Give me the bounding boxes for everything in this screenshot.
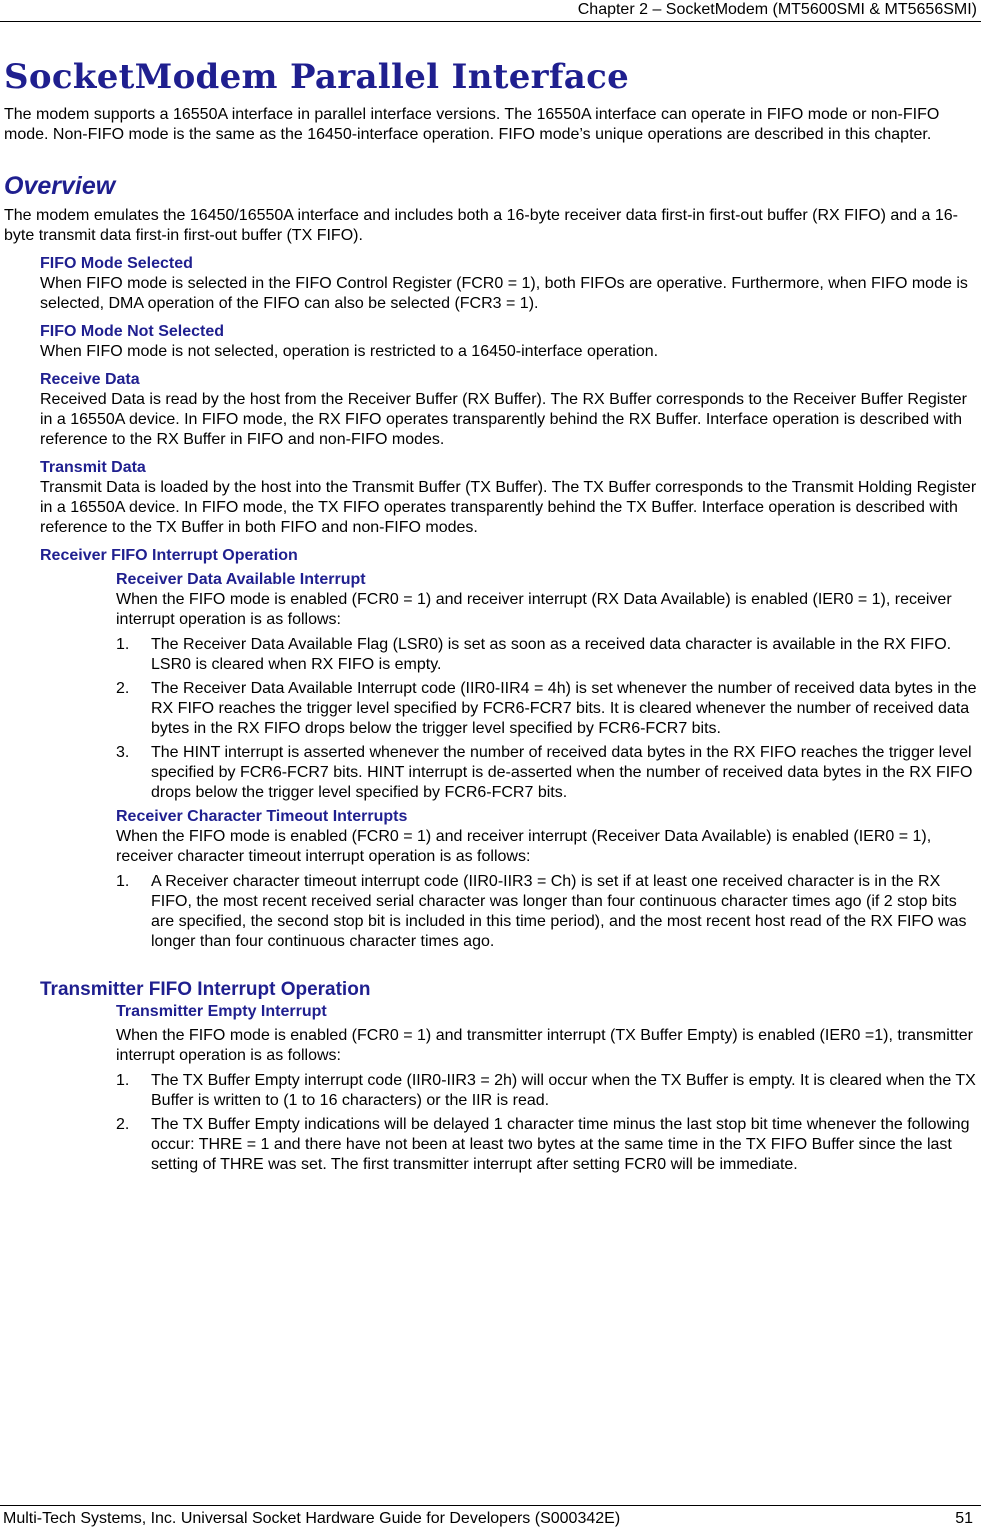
section-heading: Transmit Data	[40, 459, 146, 476]
section-heading: FIFO Mode Not Selected	[40, 323, 225, 340]
transmitter-empty-text: When the FIFO mode is enabled (FCR0 = 1) and transmitter interrupt (TX Buffer Empty) is enabled (IER0 =1), transmitter interrupt operation is as follows:	[116, 1027, 973, 1064]
list-item: 1. A Receiver character timeout interrupt code (IIR0-IIR3 = Ch) is set if at least one received character is in the RX FIFO, the most recent received serial character was longer than four continuous character times ago (if 2 stop bits are specified, the second stop bit is included in this time period), and the most recent host read of the RX FIFO was longer than four continuous character times ago.	[116, 873, 967, 950]
overview-paragraph: The modem emulates the 16450/16550A interface and includes both a 16-byte receiver data first-in first-out buffer (RX FIFO) and a 16-byte transmit data first-in first-out buffer (TX FIFO).	[4, 207, 958, 244]
transmitter-fifo-section	[40, 978, 978, 1002]
receiver-data-available-list	[116, 635, 978, 803]
overview-heading: Overview	[4, 172, 116, 200]
section-transmit-data	[40, 458, 978, 538]
receiver-timeout-heading: Receiver Character Timeout Interrupts	[116, 808, 408, 825]
transmitter-empty-heading: Transmitter Empty Interrupt	[116, 1003, 327, 1020]
section-heading: FIFO Mode Selected	[40, 255, 193, 272]
section-text: Received Data is read by the host from the Receiver Buffer (RX Buffer). The RX Buffer corresponds to the Receiver Buffer Register in a 16550A device. In FIFO mode, the RX FIFO operates transparently behind the RX Buffer. Interface operation is described with reference to the RX Buffer in FIFO and non-FIFO modes.	[40, 391, 967, 448]
intro-paragraph: The modem supports a 16550A interface in parallel interface versions. The 16550A interface can operate in FIFO mode or non-FIFO mode. Non-FIFO mode is the same as the 16450-interface operation. FIFO mode’s unique operations are described in this chapter.	[4, 106, 940, 143]
section-text: Transmit Data is loaded by the host into the Transmit Buffer (TX Buffer). The TX Buffer corresponds to the Transmit Holding Register in a 16550A device. In FIFO mode, the TX FIFO operates transparently behind the TX Buffer. Interface operation is described with reference to the TX Buffer in both FIFO and non-FIFO modes.	[40, 479, 977, 536]
section-fifo-mode-selected	[40, 254, 978, 314]
overview-subsections	[40, 254, 978, 566]
chapter-title: Chapter 2 – SocketModem (MT5600SMI & MT5656SMI)	[577, 1, 977, 18]
receiver-timeout-list	[116, 872, 978, 952]
page-title: SocketModem Parallel Interface	[4, 57, 630, 97]
receiver-timeout	[116, 807, 978, 952]
section-fifo-mode-not-selected	[40, 322, 978, 362]
receiver-fifo-heading: Receiver FIFO Interrupt Operation	[40, 547, 298, 564]
list-item: 3. The HINT interrupt is asserted whenever the number of received data bytes in the RX FIFO reaches the trigger level specified by FCR6-FCR7 bits. HINT interrupt is de-asserted when the number of received data bytes in the RX FIFO drops below the trigger level specified by FCR6-FCR7 bits.	[116, 744, 973, 801]
list-item: 2. The Receiver Data Available Interrupt code (IIR0-IIR4 = 4h) is set whenever the number of received data bytes in the RX FIFO reaches the trigger level specified by FCR6-FCR7 bits. It is cleared whenever the number of received data bytes in the RX FIFO drops below the trigger level specified by FCR6-FCR7 bits.	[116, 680, 977, 737]
section-text: When FIFO mode is selected in the FIFO Control Register (FCR0 = 1), both FIFOs are operative. Furthermore, when FIFO mode is selected, DMA operation of the FIFO can also be selected (FCR3 = 1).	[40, 275, 968, 312]
receiver-timeout-text: When the FIFO mode is enabled (FCR0 = 1) and receiver interrupt (Receiver Data Available) is enabled (IER0 = 1), receiver character timeout interrupt operation is as follows:	[116, 828, 932, 865]
transmitter-fifo-subsections	[116, 1002, 978, 1175]
page-header	[0, 0, 981, 22]
list-item: 1. The Receiver Data Available Flag (LSR0) is set as soon as a received data character is available in the RX FIFO. LSR0 is cleared when RX FIFO is empty.	[116, 636, 952, 673]
receiver-data-available-heading: Receiver Data Available Interrupt	[116, 571, 366, 588]
receiver-data-available	[116, 570, 978, 803]
transmitter-empty-list	[116, 1071, 978, 1175]
footer-document-title: Multi-Tech Systems, Inc. Universal Socket Hardware Guide for Developers (S000342E)	[3, 1510, 621, 1527]
section-text: When FIFO mode is not selected, operation is restricted to a 16450-interface operation.	[40, 343, 659, 360]
section-receive-data	[40, 370, 978, 450]
receiver-fifo-subsections	[116, 570, 978, 952]
transmitter-fifo-heading: Transmitter FIFO Interrupt Operation	[40, 979, 371, 1000]
list-item: 2. The TX Buffer Empty indications will be delayed 1 character time minus the last stop bit time whenever the following occur: THRE = 1 and there have not been at least two bytes at the same time in the TX FIFO Buffer since the last setting of THRE was set. The first transmitter interrupt after setting FCR0 will be immediate.	[116, 1116, 970, 1173]
page-content	[4, 56, 978, 1179]
section-receiver-fifo	[40, 546, 978, 566]
page-footer	[0, 1505, 981, 1530]
section-heading: Receive Data	[40, 371, 140, 388]
receiver-data-available-text: When the FIFO mode is enabled (FCR0 = 1) and receiver interrupt (RX Data Available) is enabled (IER0 = 1), receiver interrupt operation is as follows:	[116, 591, 952, 628]
page-number: 51	[955, 1510, 973, 1527]
list-item: 1. The TX Buffer Empty interrupt code (IIR0-IIR3 = 2h) will occur when the TX Buffer is empty. It is cleared when the TX Buffer is written to (1 to 16 characters) or the IIR is read.	[116, 1072, 976, 1109]
